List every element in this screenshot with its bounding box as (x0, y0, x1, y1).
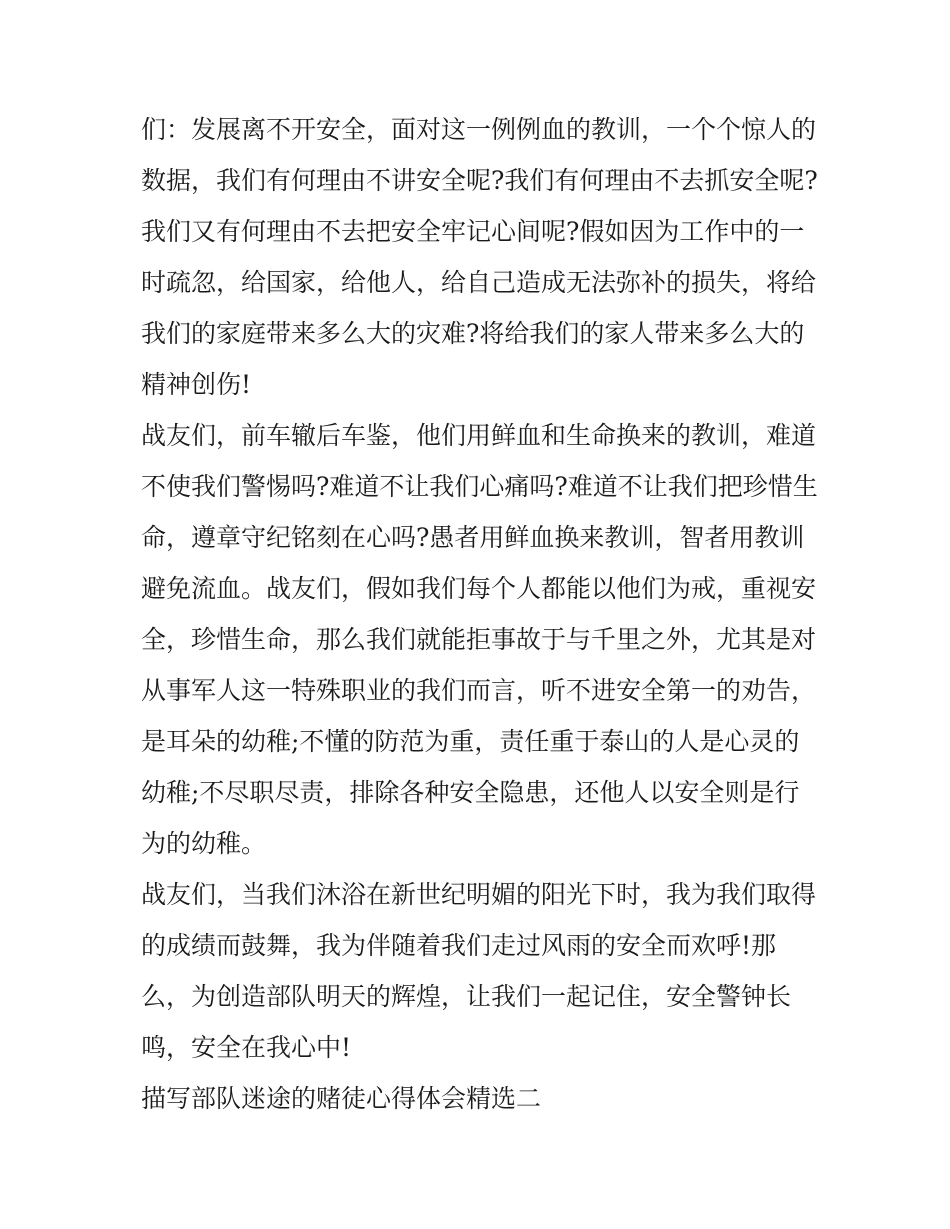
section-heading: 描写部队迷途的赌徒心得体会精选二 (141, 1084, 542, 1113)
text-line: 命，遵章守纪铭刻在心吗?愚者用鲜血换来教训，智者用教训 (141, 523, 805, 552)
text-line: 战友们，前车辙后车鉴，他们用鲜血和生命换来的教训，难道 (141, 421, 817, 450)
text-line: 们：发展离不开安全，面对这一例例血的教训，一个个惊人的 (141, 115, 817, 144)
text-line: 时疏忽，给国家，给他人，给自己造成无法弥补的损失，将给 (141, 268, 817, 297)
text-line: 幼稚;不尽职尽责，排除各种安全隐患，还他人以安全则是行 (141, 778, 800, 807)
text-line: 我们又有何理由不去把安全牢记心间呢?假如因为工作中的一 (141, 217, 805, 246)
text-line: 避免流血。战友们，假如我们每个人都能以他们为戒，重视安 (141, 574, 817, 603)
text-line: 数据，我们有何理由不讲安全呢?我们有何理由不去抓安全呢? (141, 166, 818, 195)
text-line: 全，珍惜生命，那么我们就能拒事故于与千里之外，尤其是对 (141, 625, 817, 654)
text-line: 不使我们警惕吗?难道不让我们心痛吗?难道不让我们把珍惜生 (141, 472, 818, 501)
text-line: 是耳朵的幼稚;不懂的防范为重，责任重于泰山的人是心灵的 (141, 727, 800, 756)
text-line: 为的幼稚。 (141, 829, 267, 858)
text-line: 么，为创造部队明天的辉煌，让我们一起记住，安全警钟长 (141, 982, 792, 1011)
text-line: 的成绩而鼓舞，我为伴随着我们走过风雨的安全而欢呼!那 (141, 931, 777, 960)
text-line: 鸣，安全在我心中! (141, 1033, 352, 1062)
text-line: 精神创伤! (141, 370, 252, 399)
text-line: 我们的家庭带来多么大的灾难?将给我们的家人带来多么大的 (141, 319, 805, 348)
document-body (141, 104, 818, 1124)
text-line: 战友们，当我们沐浴在新世纪明媚的阳光下时，我为我们取得 (141, 880, 817, 909)
text-line: 从事军人这一特殊职业的我们而言，听不进安全第一的劝告， (141, 676, 817, 705)
